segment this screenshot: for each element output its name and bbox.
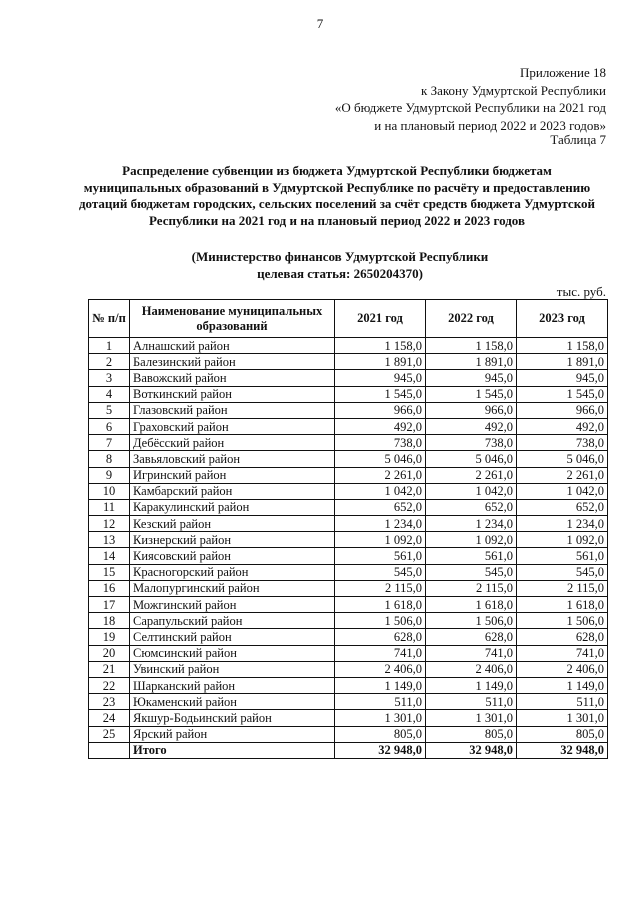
municipality-name: Сюмсинский район — [130, 645, 335, 661]
value-2022: 1 042,0 — [426, 483, 517, 499]
row-number: 25 — [89, 726, 130, 742]
table-row — [89, 386, 608, 402]
table-row — [89, 516, 608, 532]
value-2023: 1 891,0 — [517, 354, 608, 370]
value-2022: 492,0 — [426, 418, 517, 434]
municipality-name: Камбарский район — [130, 483, 335, 499]
value-2022: 2 406,0 — [426, 661, 517, 677]
value-2021: 945,0 — [335, 370, 426, 386]
value-2021: 561,0 — [335, 548, 426, 564]
row-number: 9 — [89, 467, 130, 483]
row-number: 5 — [89, 402, 130, 418]
value-2022: 1 506,0 — [426, 613, 517, 629]
value-2021: 5 046,0 — [335, 451, 426, 467]
row-number: 2 — [89, 354, 130, 370]
value-2021: 1 301,0 — [335, 710, 426, 726]
value-2023: 1 618,0 — [517, 597, 608, 613]
table-row — [89, 483, 608, 499]
municipality-name: Шарканский район — [130, 677, 335, 693]
value-2021: 1 149,0 — [335, 677, 426, 693]
municipality-name: Дебёсский район — [130, 435, 335, 451]
row-number: 22 — [89, 677, 130, 693]
page-number: 7 — [316, 16, 324, 31]
value-2022: 945,0 — [426, 370, 517, 386]
municipality-name: Юкаменский район — [130, 694, 335, 710]
table-row — [89, 402, 608, 418]
table-row — [89, 451, 608, 467]
header-2021: 2021 год — [335, 300, 426, 338]
appendix-line: и на плановый период 2022 и 2023 годов» — [374, 117, 606, 133]
table-row — [89, 580, 608, 596]
table-row — [89, 677, 608, 693]
table-row — [89, 710, 608, 726]
municipality-name: Завьяловский район — [130, 451, 335, 467]
municipality-name: Увинский район — [130, 661, 335, 677]
value-2022: 1 234,0 — [426, 516, 517, 532]
value-2022: 805,0 — [426, 726, 517, 742]
table-row — [89, 564, 608, 580]
value-2022: 741,0 — [426, 645, 517, 661]
row-number: 16 — [89, 580, 130, 596]
value-2022: 1 618,0 — [426, 597, 517, 613]
value-2023: 1 092,0 — [517, 532, 608, 548]
row-number: 1 — [89, 338, 130, 354]
value-2021: 741,0 — [335, 645, 426, 661]
value-2021: 1 618,0 — [335, 597, 426, 613]
appendix-line: к Закону Удмуртской Республики — [421, 82, 606, 98]
value-2022: 1 158,0 — [426, 338, 517, 354]
table-row — [89, 548, 608, 564]
municipality-name: Игринский район — [130, 467, 335, 483]
table-row — [89, 661, 608, 677]
table-row — [89, 499, 608, 515]
row-number: 6 — [89, 418, 130, 434]
value-2023: 1 545,0 — [517, 386, 608, 402]
municipality-name: Алнашский район — [130, 338, 335, 354]
units-label: тыс. руб. — [556, 284, 606, 299]
value-2023: 652,0 — [517, 499, 608, 515]
row-number: 24 — [89, 710, 130, 726]
value-2023: 2 115,0 — [517, 580, 608, 596]
municipality-name: Селтинский район — [130, 629, 335, 645]
table-row — [89, 694, 608, 710]
value-2023: 2 261,0 — [517, 467, 608, 483]
value-2023: 1 234,0 — [517, 516, 608, 532]
value-2021: 2 115,0 — [335, 580, 426, 596]
value-2022: 561,0 — [426, 548, 517, 564]
value-2021: 628,0 — [335, 629, 426, 645]
municipality-name: Красногорский район — [130, 564, 335, 580]
municipality-name: Кезский район — [130, 516, 335, 532]
value-2023: 492,0 — [517, 418, 608, 434]
value-2021: 1 234,0 — [335, 516, 426, 532]
row-number: 18 — [89, 613, 130, 629]
municipality-name: Киясовский район — [130, 548, 335, 564]
total-2023: 32 948,0 — [517, 742, 608, 758]
table-row — [89, 418, 608, 434]
municipality-name: Сарапульский район — [130, 613, 335, 629]
value-2021: 738,0 — [335, 435, 426, 451]
appendix-line: «О бюджете Удмуртской Республики на 2021 год — [334, 100, 606, 115]
municipality-name: Можгинский район — [130, 597, 335, 613]
value-2021: 511,0 — [335, 694, 426, 710]
ministry-line: (Министерство финансов Удмуртской Республики — [191, 249, 489, 264]
value-2023: 1 042,0 — [517, 483, 608, 499]
value-2023: 741,0 — [517, 645, 608, 661]
value-2021: 1 506,0 — [335, 613, 426, 629]
value-2023: 628,0 — [517, 629, 608, 645]
ministry-note — [190, 248, 490, 282]
row-number: 12 — [89, 516, 130, 532]
value-2022: 1 092,0 — [426, 532, 517, 548]
table-row — [89, 629, 608, 645]
municipality-name: Якшур-Бодьинский район — [130, 710, 335, 726]
value-2022: 2 261,0 — [426, 467, 517, 483]
value-2022: 5 046,0 — [426, 451, 517, 467]
value-2021: 1 891,0 — [335, 354, 426, 370]
value-2021: 2 261,0 — [335, 467, 426, 483]
value-2022: 628,0 — [426, 629, 517, 645]
value-2023: 561,0 — [517, 548, 608, 564]
value-2023: 738,0 — [517, 435, 608, 451]
table-row — [89, 370, 608, 386]
value-2021: 805,0 — [335, 726, 426, 742]
value-2023: 2 406,0 — [517, 661, 608, 677]
row-number: 21 — [89, 661, 130, 677]
table-row — [89, 354, 608, 370]
municipality-name: Вавожский район — [130, 370, 335, 386]
value-2021: 1 545,0 — [335, 386, 426, 402]
value-2021: 1 092,0 — [335, 532, 426, 548]
appendix-line: Приложение 18 — [519, 65, 606, 80]
value-2022: 545,0 — [426, 564, 517, 580]
header-2022: 2022 год — [426, 300, 517, 338]
table-row — [89, 726, 608, 742]
value-2021: 1 158,0 — [335, 338, 426, 354]
value-2022: 738,0 — [426, 435, 517, 451]
municipality-name: Воткинский район — [130, 386, 335, 402]
row-number: 3 — [89, 370, 130, 386]
municipality-name: Каракулинский район — [130, 499, 335, 515]
municipality-name: Ярский район — [130, 726, 335, 742]
municipality-name: Граховский район — [130, 418, 335, 434]
row-number: 7 — [89, 435, 130, 451]
header-municipality: Наименование муниципальных образований — [130, 300, 335, 338]
value-2023: 966,0 — [517, 402, 608, 418]
value-2023: 511,0 — [517, 694, 608, 710]
value-2021: 2 406,0 — [335, 661, 426, 677]
row-number: 11 — [89, 499, 130, 515]
total-number-cell — [89, 742, 130, 758]
row-number: 17 — [89, 597, 130, 613]
total-2021: 32 948,0 — [335, 742, 426, 758]
header-2023: 2023 год — [517, 300, 608, 338]
row-number: 4 — [89, 386, 130, 402]
total-row — [89, 742, 608, 758]
value-2021: 652,0 — [335, 499, 426, 515]
municipality-name: Балезинский район — [130, 354, 335, 370]
table-row — [89, 467, 608, 483]
value-2021: 1 042,0 — [335, 483, 426, 499]
row-number: 13 — [89, 532, 130, 548]
value-2023: 805,0 — [517, 726, 608, 742]
table-row — [89, 645, 608, 661]
table-row — [89, 338, 608, 354]
value-2022: 1 149,0 — [426, 677, 517, 693]
table-label: Таблица 7 — [550, 132, 606, 147]
value-2023: 545,0 — [517, 564, 608, 580]
row-number: 15 — [89, 564, 130, 580]
subsidy-table — [88, 299, 608, 759]
table-row — [89, 613, 608, 629]
value-2022: 1 891,0 — [426, 354, 517, 370]
target-article-line: целевая статья: 2650204370) — [257, 266, 423, 281]
header-number: № п/п — [89, 300, 130, 338]
row-number: 20 — [89, 645, 130, 661]
appendix-header — [335, 64, 606, 134]
row-number: 10 — [89, 483, 130, 499]
municipality-name: Кизнерский район — [130, 532, 335, 548]
value-2021: 545,0 — [335, 564, 426, 580]
value-2022: 1 545,0 — [426, 386, 517, 402]
row-number: 8 — [89, 451, 130, 467]
value-2023: 1 506,0 — [517, 613, 608, 629]
municipality-name: Малопургинский район — [130, 580, 335, 596]
row-number: 23 — [89, 694, 130, 710]
value-2022: 511,0 — [426, 694, 517, 710]
value-2023: 945,0 — [517, 370, 608, 386]
value-2021: 492,0 — [335, 418, 426, 434]
table-row — [89, 597, 608, 613]
value-2023: 1 301,0 — [517, 710, 608, 726]
value-2022: 966,0 — [426, 402, 517, 418]
municipality-name: Глазовский район — [130, 402, 335, 418]
value-2023: 1 149,0 — [517, 677, 608, 693]
total-label: Итого — [130, 742, 335, 758]
table-row — [89, 532, 608, 548]
value-2022: 652,0 — [426, 499, 517, 515]
document-title: Распределение субвенции из бюджета Удмуртской Республики бюджетам муниципальных образований в Удмуртской Республике по расчёту и предоставлению дотаций бюджетам городских, сельских поселений за счёт средств бюджета Удмуртской Республики на 2021 год и на плановый период 2022 и 2023 годов — [78, 163, 596, 228]
row-number: 14 — [89, 548, 130, 564]
table-header-row — [89, 300, 608, 338]
table-row — [89, 435, 608, 451]
value-2021: 966,0 — [335, 402, 426, 418]
value-2023: 5 046,0 — [517, 451, 608, 467]
value-2022: 1 301,0 — [426, 710, 517, 726]
value-2022: 2 115,0 — [426, 580, 517, 596]
total-2022: 32 948,0 — [426, 742, 517, 758]
value-2023: 1 158,0 — [517, 338, 608, 354]
row-number: 19 — [89, 629, 130, 645]
